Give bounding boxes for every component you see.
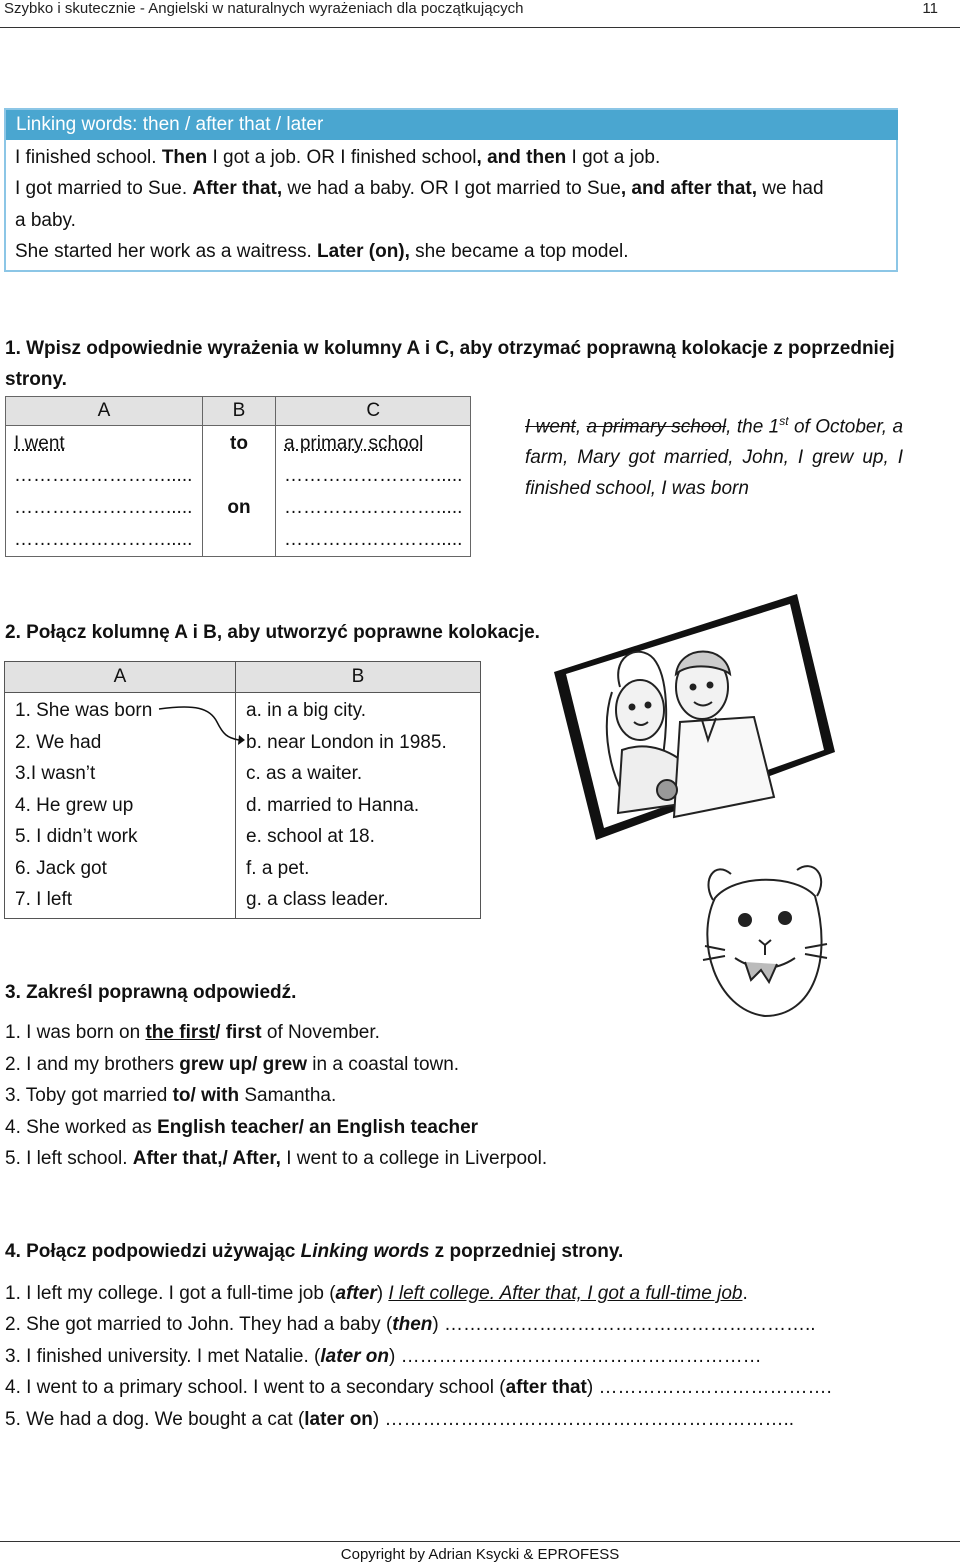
linking-words-title: Linking words: then / after that / later: [6, 110, 898, 140]
b-item: b. near London in 1985.: [246, 731, 447, 753]
hamster-illustration: [695, 840, 835, 1030]
answer-blank[interactable]: ……………………………….: [598, 1377, 832, 1398]
footer-divider: [0, 1541, 960, 1542]
task4-item: 2. She got married to John. They had a baby (then) …………………………………………………..: [5, 1314, 816, 1335]
b-item: a. in a big city.: [246, 700, 367, 721]
task4-item: 4. I went to a primary school. I went to a secondary school (after that) ……………………………….: [5, 1377, 832, 1398]
task4-item: 1. I left my college. I got a full-time job (after) I left college. After that, I got a full-time job.: [5, 1283, 748, 1304]
page-number: 11: [922, 0, 938, 17]
a-example: I went: [14, 433, 65, 454]
c-blank-2[interactable]: …………………….....: [284, 497, 463, 518]
answer-blank[interactable]: …………………………………………………: [400, 1346, 762, 1367]
col-c-header: C: [276, 397, 471, 426]
wedding-couple-illustration: [552, 592, 837, 842]
box-line-3: a baby.: [15, 210, 76, 231]
task4-heading: 4. Połącz podpowiedzi używając Linking words z poprzedniej strony.: [5, 1241, 624, 1262]
answer-blank[interactable]: …………………………………………………..: [444, 1314, 816, 1335]
b-item: c. as a waiter.: [246, 763, 363, 784]
a-item: 4. He grew up: [15, 794, 134, 816]
task3-item: 5. I left school. After that,/ After, I went to a college in Liverpool.: [5, 1148, 548, 1169]
header-divider: [0, 27, 960, 28]
example-match-arrow: [155, 700, 245, 750]
document-header-title: Szybko i skutecznie - Angielski w naturalnych wyrażeniach dla początkujących: [4, 0, 524, 17]
a-item: 5. I didn’t work: [15, 826, 138, 847]
b-item: e. school at 18.: [246, 826, 375, 847]
box-line-2: I got married to Sue. After that, we had a baby. OR I got married to Sue, and after that, we had: [15, 178, 824, 199]
answer-blank[interactable]: ………………………………………………………..: [384, 1409, 795, 1430]
task3-item: 2. I and my brothers grew up/ grew in a coastal town.: [5, 1054, 460, 1075]
a-blank-1[interactable]: …………………….....: [14, 465, 193, 486]
b-item: g. a class leader.: [246, 889, 389, 910]
task2-heading: 2. Połącz kolumnę A i B, aby utworzyć poprawne kolokacje.: [5, 622, 540, 643]
box-line-1: I finished school. Then I got a job. OR I finished school, and then I got a job.: [15, 147, 661, 168]
a-item: 6. Jack got: [15, 857, 107, 879]
task2-col-a-header: A: [5, 662, 236, 693]
a-blank-2[interactable]: …………………….....: [14, 497, 193, 518]
a-item: 1. She was born: [15, 700, 153, 721]
c-blank-1[interactable]: …………………….....: [284, 465, 463, 486]
a-item: 3.I wasn’t: [15, 763, 96, 784]
task4-item: 3. I finished university. I met Natalie. (later on) …………………………………………………: [5, 1346, 762, 1367]
box-line-4: She started her work as a waitress. Later (on), she became a top model.: [15, 241, 629, 262]
a-blank-3[interactable]: …………………….....: [14, 529, 193, 550]
b-to: to: [230, 433, 248, 454]
task2-col-b-header: B: [236, 662, 481, 693]
col-b-header: B: [203, 397, 276, 426]
footer-copyright: Copyright by Adrian Ksycki & EPROFESS: [340, 1546, 620, 1563]
task3-item: 1. I was born on the first/ first of November.: [5, 1022, 380, 1043]
b-item: d. married to Hanna.: [246, 794, 420, 816]
task3-heading: 3. Zakreśl poprawną odpowiedź.: [5, 982, 297, 1003]
task1-heading-cont: strony.: [5, 369, 67, 390]
a-item: 2. We had: [15, 731, 102, 753]
col-a-header: A: [6, 397, 203, 426]
b-item: f. a pet.: [246, 857, 310, 879]
b-on: on: [227, 497, 251, 518]
task1-heading: 1. Wpisz odpowiednie wyrażenia w kolumny A i C, aby otrzymać poprawną kolokacje z poprzedniej: [5, 338, 895, 359]
task3-item: 3. Toby got married to/ with Samantha.: [5, 1085, 337, 1106]
task4-item: 5. We had a dog. We bought a cat (later on) ………………………………………………………..: [5, 1409, 795, 1430]
task1-table: [5, 396, 471, 557]
task3-item: 4. She worked as English teacher/ an English teacher: [5, 1117, 479, 1138]
c-blank-3[interactable]: …………………….....: [284, 529, 463, 550]
word-bank: I went, a primary school, the 1st of October, a farm, Mary got married, John, I grew up, I finished school, I was born: [525, 414, 904, 500]
c-example: a primary school: [284, 433, 424, 454]
a-item: 7. I left: [15, 889, 73, 910]
